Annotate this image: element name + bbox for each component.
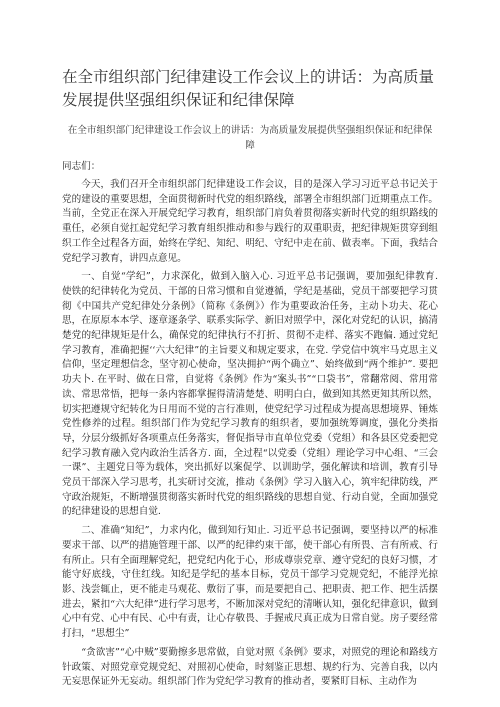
document-subtitle: 在全市组织部门纪律建设工作会议上的讲话：为高质量发展提供坚强组织保证和纪律保障 (67, 125, 433, 151)
paragraph-section-1: 一、自觉“学纪”，力求深化，做到入脑入心. 习近平总书记强调，要加强纪律教育. 使铁的纪律转化为党员、干部的日常习惯和自觉遵循，学纪是基础，党员干部要把学习贯彻《中国共产党纪律处分条例》（简称《条例》）作为重要政治任务，主动卜功夫、花心思，在原原本本学、逐章逐条学、联系实际学、新旧对照学中，深化对党纪的认识，搞清楚党的纪律规矩是什么，确保党的纪律执行不打折、贯彻不走样、落实不跑偏. 通过党纪学习教育，准确把握‘‘六大纪律”的主旨要义和规定要求，在党. 学党信中筑牢马克思主义信仰，坚定理想信念，坚守初心使命，坚决拥护“两个确立”、始终做到“两个维护”. 要把功夫卜. 在平时、做在日常，自觉将《条例》作为“案头书”“口袋书”，常翻常阅、常用常读、常思常悟，把每一条内容都掌握得清清楚楚、明明白白，做到知其然更知其所以然，切实把遵规守纪转化为日用而不觉的言行准则，使党纪学习过程成为提高思想境界、锤炼党性修养的过程。组织部门作为党纪学习教育的组织者，要加强统筹调度，强化分类指导，分层分级抓好各项重点任务落实，督促指导市直单位党委（党组）和各县区党委把党纪学习教育融入党内政治生活各方. 面，全过程“以党委（党组）理论学习中心组、“三会一课”、主题党日等为载体，突出抓好以案促学、以训助学，强化解读和培训，教育引导党员干部深入学习思考，扎实研讨交流，推动《条例》学习入脑入心，筑牢纪律防线，严守政治规矩，不断增强贯彻落实新时代党的组织路线的思想自觉、行动自觉，全面加强党的纪律建设的思想自觉. (62, 271, 438, 518)
paragraph-section-2-continued: “贪欲害”“心中贼”要勤擦多思常做，自觉对照《条例》要求，对照党的理论和路线方针政策、对照党章党规党纪、对照初心使命，时刻鉴正思想、规约行为、完善自我，以内无妄思保证外无妄动。组织部门作为党纪学习教育的推动者，要紧盯目标、主动作为 (62, 646, 438, 688)
greeting: 同志们： (62, 161, 101, 172)
paragraph-section-2: 二、准确“知纪”，力求内化，做到知行知止. 习近平总书记强调，要坚持以严的标准要求干部、以严的措施管理干部、以严的纪律约束干部，使干部心有所畏、言有所戒、行有所止。只有全面理解党纪，把党纪内化于心，形成尊崇党章、遵守党纪的良好习惯，才能守好底线，守住红线。知纪是学纪的基本目标，党员干部学习党规党纪，不能浮光掠影、浅尝辄止，更不能走马观花、敷衍了事，而是要把自己、把职责、把工作、把生活摆进去，紧扣“六大纪律”进行学习思考，不断加深对党纪的清晰认知，强化纪律意识，做到心中有党、心中有民、心中有责，让心存敬畏、手握戒尺真正成为日常自觉。房子要经常打扫，“思想尘” (62, 525, 438, 640)
paragraph-intro: 今天，我们召开全市组织部门纪律建设工作会议，目的是深入学习习近平总书记关于党的建设的重要思想，全面贯彻新时代党的组织路线，部署全市组织部门近期重点工作。当前，全党正在深入开展党纪学习教育，组织部门肩负着贯彻落实新时代党的组织路线的重任，必须自觉扛起党纪学习教育组织推动和参与践行的双重职责，把纪律规矩贯穿到组织工作全过程各方面，始终在学纪、知纪、明纪、守纪中走在前、做表率。下面，我结合党纪学习教育，讲四点意见。 (62, 179, 438, 264)
document-title: 在全市组织部门纪律建设工作会议上的讲话：为高质量发展提供坚强组织保证和纪律保障 (62, 68, 435, 109)
